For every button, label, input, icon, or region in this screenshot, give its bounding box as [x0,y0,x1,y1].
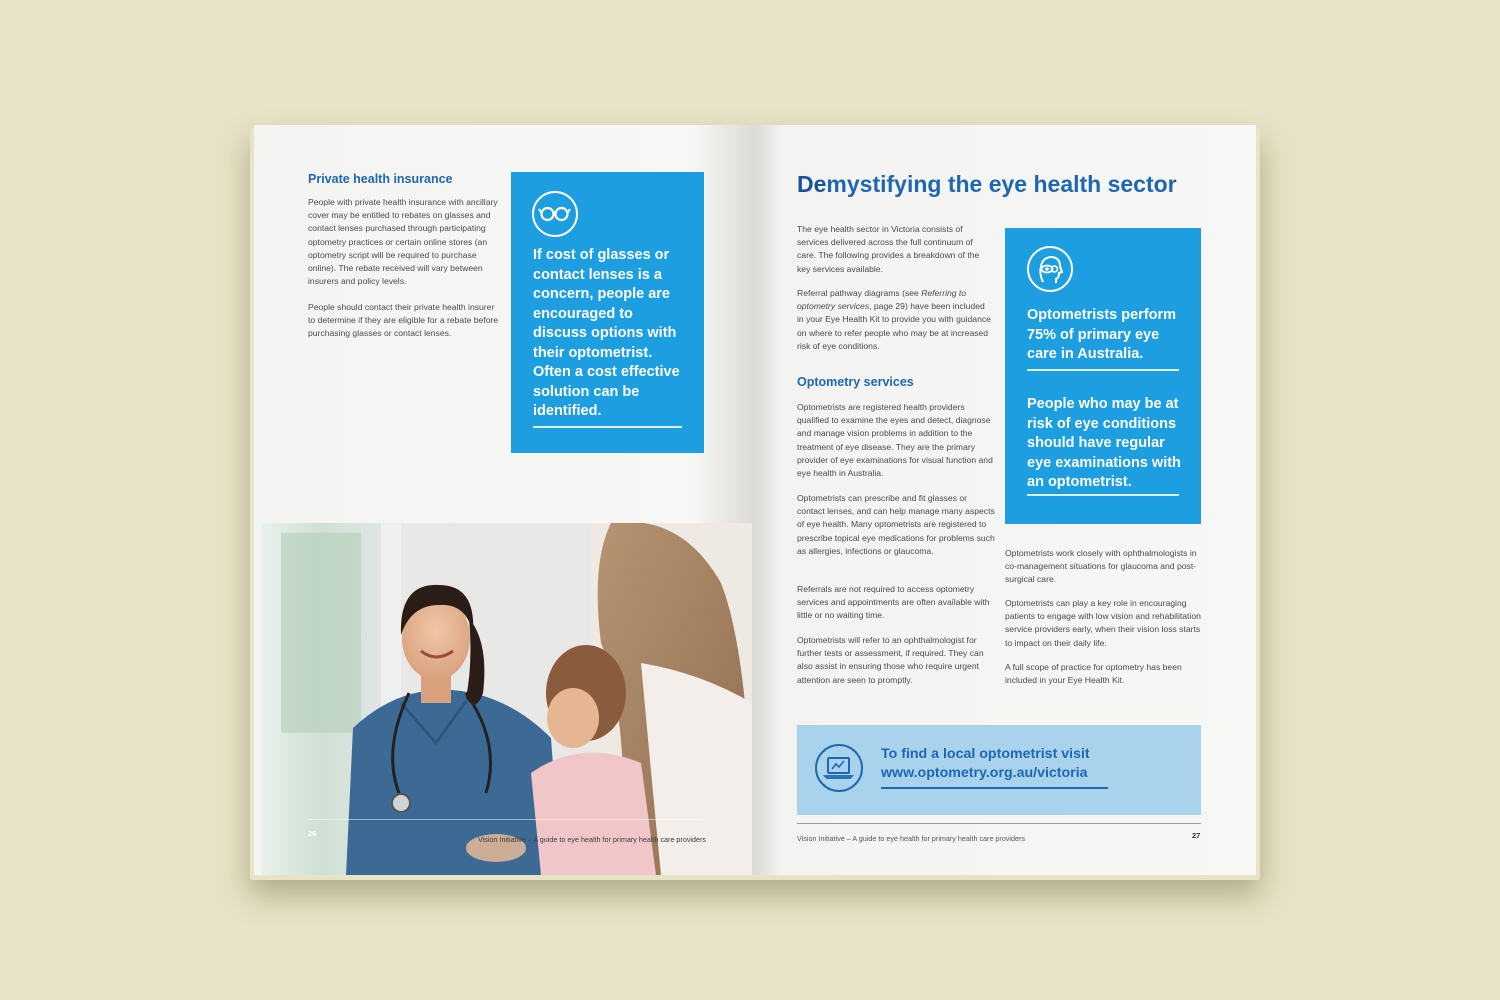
text-span: , page 29) have been included in your Eye Health Kit to provide you with guidance on where to refer people who may be at increased risk of eye conditions. [797,301,991,351]
callout-rule [533,426,682,428]
text-span: Referral pathway diagrams (see [797,288,922,298]
page-title-prefix: De [797,171,827,197]
paragraph: A full scope of practice for optometry has been included in your Eye Health Kit. [1005,662,1182,686]
callout-rule [1027,369,1179,371]
paragraph: People should contact their private health insurer to determine if they are eligible for a rebate before purchasing glasses or contact lenses. [308,302,499,339]
footer-text-left: Vision Initiative – A guide to eye health for primary health care providers [478,835,706,844]
footer-rule-left [308,819,703,820]
page-title [797,171,1177,198]
paragraph: Optometrists work closely with ophthalmologists in co-management situations for glaucoma and post-surgical care. [1005,548,1197,585]
glasses-icon [532,191,578,237]
paragraph: Optometrists will refer to an ophthalmologist for further tests or assessment, if required. They can also assist in ensuring those who require urgent attention are seen to promptly. [797,635,984,685]
text-span-italic: Referring to optometry services [797,288,967,312]
laptop-icon [815,744,863,792]
left-page [254,125,752,875]
paragraph: Optometrists are registered health providers qualified to examine the eyes and detect, diagnose and manage vision problems in addition to the treatment of eye disease. They are the primary provider of eye examinations for visual function and eye health in Australia. [797,402,993,479]
callout-box-cost [511,172,704,453]
page-number-left: 26 [308,829,317,838]
callout-box-optometrists [1005,228,1201,524]
banner-underline [881,787,1108,789]
paragraph: Optometrists can prescribe and fit glasses or contact lenses, and can help manage many aspects of eye health. Many optometrists are registered to prescribe topical eye medications for problems such as allergies, infections or glaucoma. [797,493,995,556]
section-heading-optometry-services: Optometry services [797,375,914,389]
banner-line-1: To find a local optometrist visit [881,746,1090,762]
paragraph: People with private health insurance with ancillary cover may be entitled to rebates on glasses and contact lenses purchased through participating optometry practices or certain online stores (an optometry script will be required to purchase online). The rebate received will vary between insurers and policy levels. [308,197,498,287]
page-number-right: 27 [1192,831,1201,840]
section-heading-private-health: Private health insurance [308,172,453,186]
callout-text-stat: Optometrists perform 75% of primary eye care in Australia. [1027,307,1177,362]
banner-text [881,745,1090,783]
footer-text-right: Vision Initiative – A guide to eye health for primary health care providers [797,834,1025,843]
find-optometrist-banner [797,725,1201,815]
banner-url-link[interactable]: www.optometry.org.au/victoria [881,765,1088,781]
footer-rule-right [797,823,1201,824]
callout-text-advice: People who may be at risk of eye conditions should have regular eye examinations with an optometrist. [1027,396,1181,490]
eye-face-icon [1027,246,1073,292]
callout-rule [1027,494,1179,496]
paragraph: Referrals are not required to access optometry services and appointments are often available with little or no waiting time. [797,584,990,621]
photo-optometrist-with-child [261,523,752,875]
paragraph [797,287,993,353]
page-title-rest: mystifying the eye health sector [826,171,1177,197]
paragraph: The eye health sector in Victoria consists of services delivered across the full continuum of care. The following provides a breakdown of the key services available. [797,224,980,274]
right-page [752,125,1256,875]
paragraph: Optometrists can play a key role in encouraging patients to engage with low vision and rehabilitation service providers early, when their vision loss starts to impact on their daily life. [1005,598,1201,648]
callout-text: If cost of glasses or contact lenses is a concern, people are encouraged to discuss options with their optometrist. Often a cost effective solution can be identified. [533,247,680,419]
